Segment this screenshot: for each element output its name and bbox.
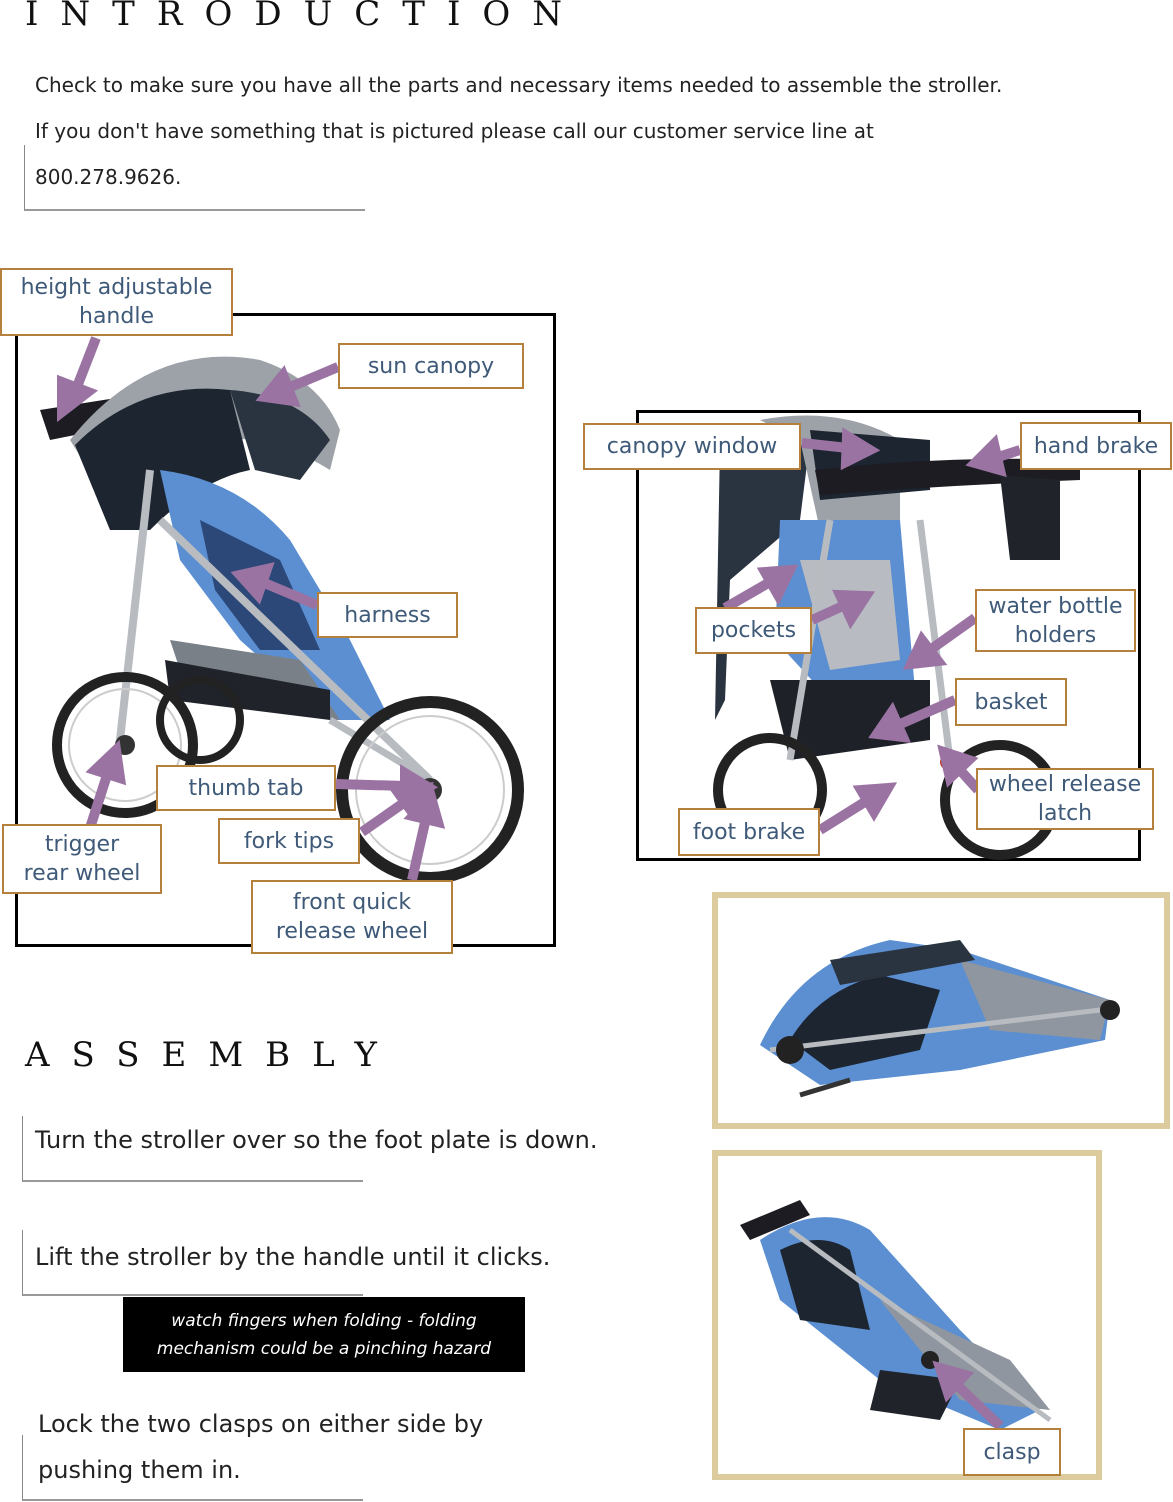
assembly-step-1: Turn the stroller over so the foot plate is down. — [35, 1126, 598, 1154]
label-basket: basket — [955, 678, 1067, 726]
label-fork-tips: fork tips — [218, 818, 360, 864]
label-thumb-tab: thumb tab — [156, 765, 336, 811]
label-canopy-window: canopy window — [583, 423, 801, 470]
label-foot-brake: foot brake — [678, 808, 820, 856]
introduction-heading: INTRODUCTION — [25, 0, 584, 34]
pinch-warning: watch fingers when folding - folding mechanism could be a pinching hazard — [123, 1297, 525, 1372]
assembly-heading: ASSEMBLY — [25, 1035, 400, 1075]
label-harness: harness — [317, 592, 458, 638]
label-trigger-rear-wheel: trigger rear wheel — [2, 824, 162, 894]
label-front-quick-release-wheel: front quick release wheel — [251, 880, 453, 954]
assembly-step-2: Lift the stroller by the handle until it clicks. — [35, 1243, 551, 1271]
assembly-step-3-line-2: pushing them in. — [38, 1456, 241, 1484]
label-clasp: clasp — [963, 1428, 1061, 1476]
label-hand-brake: hand brake — [1020, 422, 1172, 470]
label-height-adjustable-handle: height adjustable handle — [0, 268, 233, 336]
label-wheel-release-latch: wheel release latch — [976, 768, 1154, 830]
label-pockets: pockets — [695, 607, 812, 654]
label-water-bottle-holders: water bottle holders — [975, 589, 1136, 652]
intro-line-2: If you don't have something that is pictured please call our customer service line at — [35, 119, 874, 143]
label-sun-canopy: sun canopy — [338, 343, 524, 389]
assembly-step-3-line-1: Lock the two clasps on either side by — [38, 1410, 484, 1438]
intro-line-3: 800.278.9626. — [35, 165, 182, 189]
intro-line-1: Check to make sure you have all the parts and necessary items needed to assemble the stroller. — [35, 73, 1003, 97]
